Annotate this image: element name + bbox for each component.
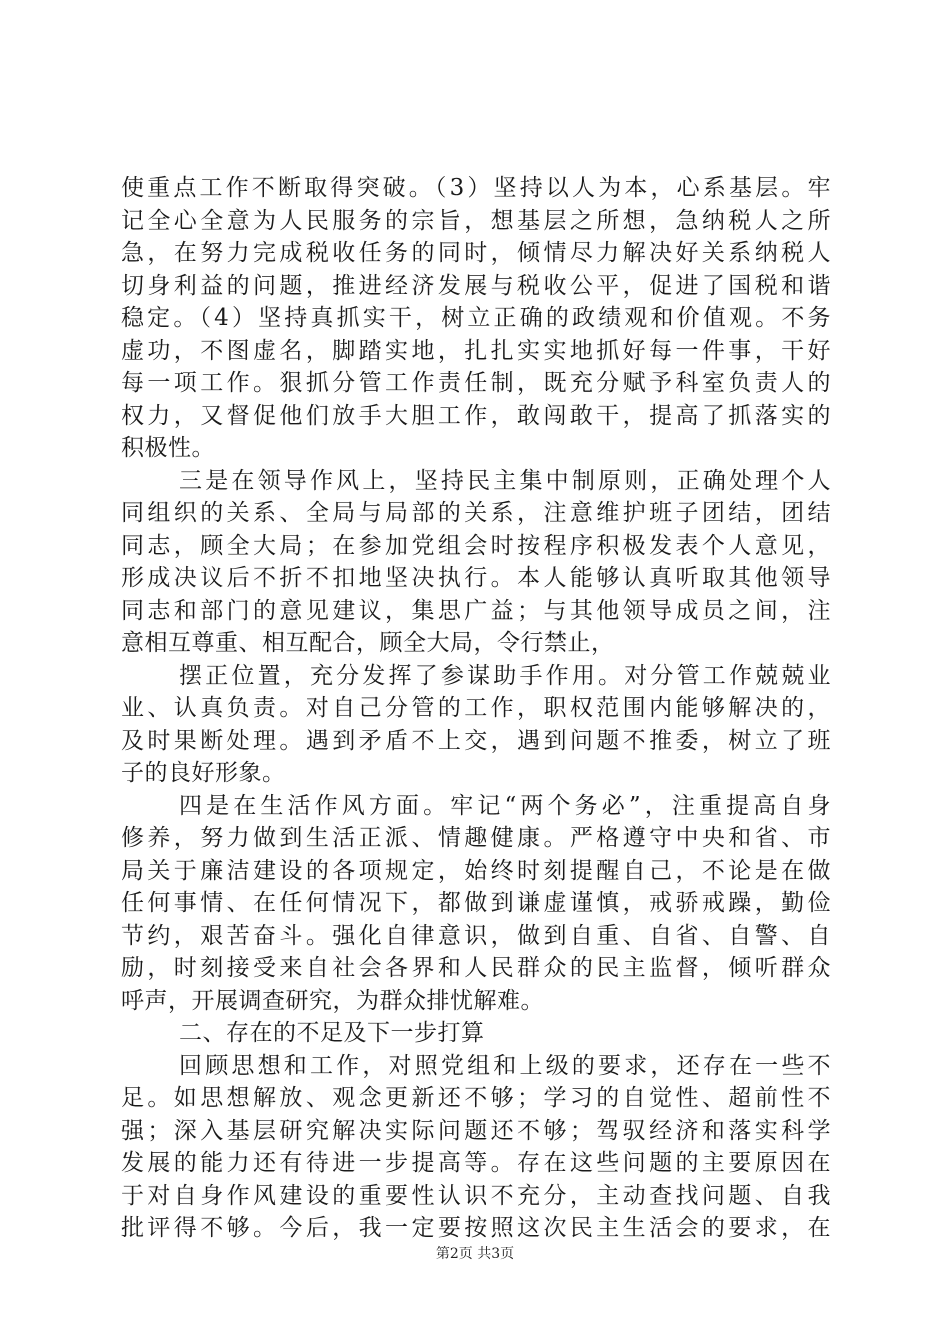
text-line: 于对自身作风建设的重要性认识不充分，主动查找问题、自我 [121, 1182, 831, 1209]
text-line: 强；深入基层研究解决实际问题还不够；驾驭经济和落实科学 [121, 1117, 831, 1144]
text-line: 呼声，开展调查研究，为群众排忧解难。 [121, 987, 544, 1014]
text-line: 二、存在的不足及下一步打算 [179, 1020, 485, 1046]
text-line: 四是在生活作风方面。牢记“两个务必”，注重提高自身 [179, 792, 831, 819]
text-line: 节约，艰苦奋斗。强化自律意识，做到自重、自省、自警、自 [121, 922, 831, 949]
text-line: 急，在努力完成税收任务的同时，倾情尽力解决好关系纳税人 [121, 240, 831, 266]
text-line: 稳定。（4）坚持真抓实干，树立正确的政绩观和价值观。不务 [121, 305, 831, 331]
text-line: 使重点工作不断取得突破。（3）坚持以人为本，心系基层。牢 [121, 175, 831, 201]
text-line: 发展的能力还有待进一步提高等。存在这些问题的主要原因在 [121, 1150, 831, 1176]
text-line: 回顾思想和工作，对照党组和上级的要求，还存在一些不 [179, 1052, 831, 1079]
text-line: 同志和部门的意见建议，集思广益；与其他领导成员之间，注 [121, 597, 831, 624]
text-line: 每一项工作。狠抓分管工作责任制，既充分赋予科室负责人的 [121, 370, 831, 396]
text-line: 同组织的关系、全局与局部的关系，注意维护班子团结，团结 [121, 500, 831, 526]
text-line: 任何事情、在任何情况下，都做到谦虚谨慎，戒骄戒躁，勤俭 [121, 890, 831, 916]
text-line: 修养，努力做到生活正派、情趣健康。严格遵守中央和省、市 [121, 825, 831, 851]
text-line: 批评得不够。今后，我一定要按照这次民主生活会的要求，在 [121, 1215, 831, 1241]
text-line: 虚功，不图虚名，脚踏实地，扎扎实实地抓好每一件事，干好 [121, 337, 831, 364]
text-line: 及时果断处理。遇到矛盾不上交，遇到问题不推委，树立了班 [121, 727, 831, 754]
document-body [121, 172, 831, 1245]
text-line: 切身利益的问题，推进经济发展与税收公平，促进了国税和谐 [121, 272, 831, 299]
text-line: 记全心全意为人民服务的宗旨，想基层之所想，急纳税人之所 [121, 207, 831, 234]
text-line: 同志，顾全大局；在参加党组会时按程序积极发表个人意见， [121, 532, 831, 559]
text-line: 三是在领导作风上，坚持民主集中制原则，正确处理个人 [179, 467, 831, 494]
text-line: 子的良好形象。 [121, 760, 286, 786]
text-line: 摆正位置，充分发挥了参谋助手作用。对分管工作兢兢业 [179, 662, 831, 689]
text-line: 权力，又督促他们放手大胆工作，敢闯敢干，提高了抓落实的 [121, 402, 831, 429]
page-footer: 第2页 共3页 [435, 1246, 515, 1262]
text-line: 意相互尊重、相互配合，顾全大局，令行禁止， [121, 630, 615, 656]
text-line: 局关于廉洁建设的各项规定，始终时刻提醒自己，不论是在做 [121, 857, 831, 884]
text-line: 积极性。 [121, 435, 215, 461]
text-line: 形成决议后不折不扣地坚决执行。本人能够认真听取其他领导 [121, 565, 831, 591]
text-line: 励，时刻接受来自社会各界和人民群众的民主监督，倾听群众 [121, 955, 831, 981]
text-line: 业、认真负责。对自己分管的工作，职权范围内能够解决的， [121, 695, 831, 721]
text-line: 足。如思想解放、观念更新还不够；学习的自觉性、超前性不 [121, 1085, 831, 1111]
